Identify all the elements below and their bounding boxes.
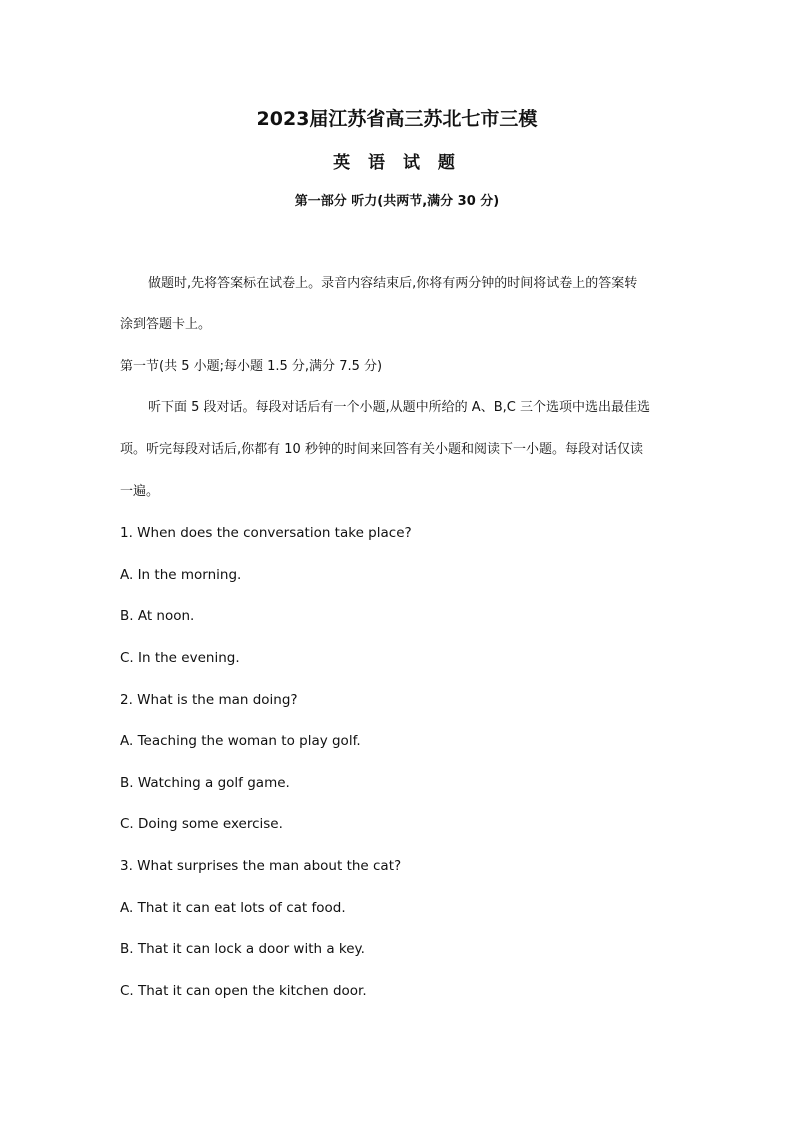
directions-line-1: 听下面 5 段对话。每段对话后有一个小题,从题中所给的 A、B,C 三个选项中选出最佳选 [148, 400, 650, 415]
directions-line-3: 一遍。 [120, 484, 160, 499]
instructions-line-1: 做题时,先将答案标在试卷上。录音内容结束后,你将有两分钟的时间将试卷上的答案转 [148, 276, 638, 291]
question-stem: 2. What is the man doing? [120, 692, 298, 708]
instructions-line-2: 涂到答题卡上。 [120, 317, 212, 332]
answer-option: A. That it can eat lots of cat food. [120, 900, 346, 916]
directions-line-2: 项。听完每段对话后,你都有 10 秒钟的时间来回答有关小题和阅读下一小题。每段对话仅读 [120, 442, 643, 457]
answer-option: A. Teaching the woman to play golf. [120, 733, 361, 749]
question-stem: 3. What surprises the man about the cat? [120, 858, 402, 874]
exam-title: 2023届江苏省高三苏北七市三模 [256, 108, 538, 130]
answer-option: C. That it can open the kitchen door. [120, 983, 367, 999]
part-heading: 第一部分 听力(共两节,满分 30 分) [294, 194, 500, 209]
answer-option: B. Watching a golf game. [120, 775, 290, 791]
answer-option: C. Doing some exercise. [120, 816, 283, 832]
subject-title: 英 语 试 题 [333, 153, 461, 173]
question-stem: 1. When does the conversation take place? [120, 525, 412, 541]
section-heading: 第一节(共 5 小题;每小题 1.5 分,满分 7.5 分) [120, 359, 383, 374]
answer-option: B. At noon. [120, 608, 195, 624]
answer-option: B. That it can lock a door with a key. [120, 941, 365, 957]
answer-option: C. In the evening. [120, 650, 240, 666]
answer-option: A. In the morning. [120, 567, 242, 583]
